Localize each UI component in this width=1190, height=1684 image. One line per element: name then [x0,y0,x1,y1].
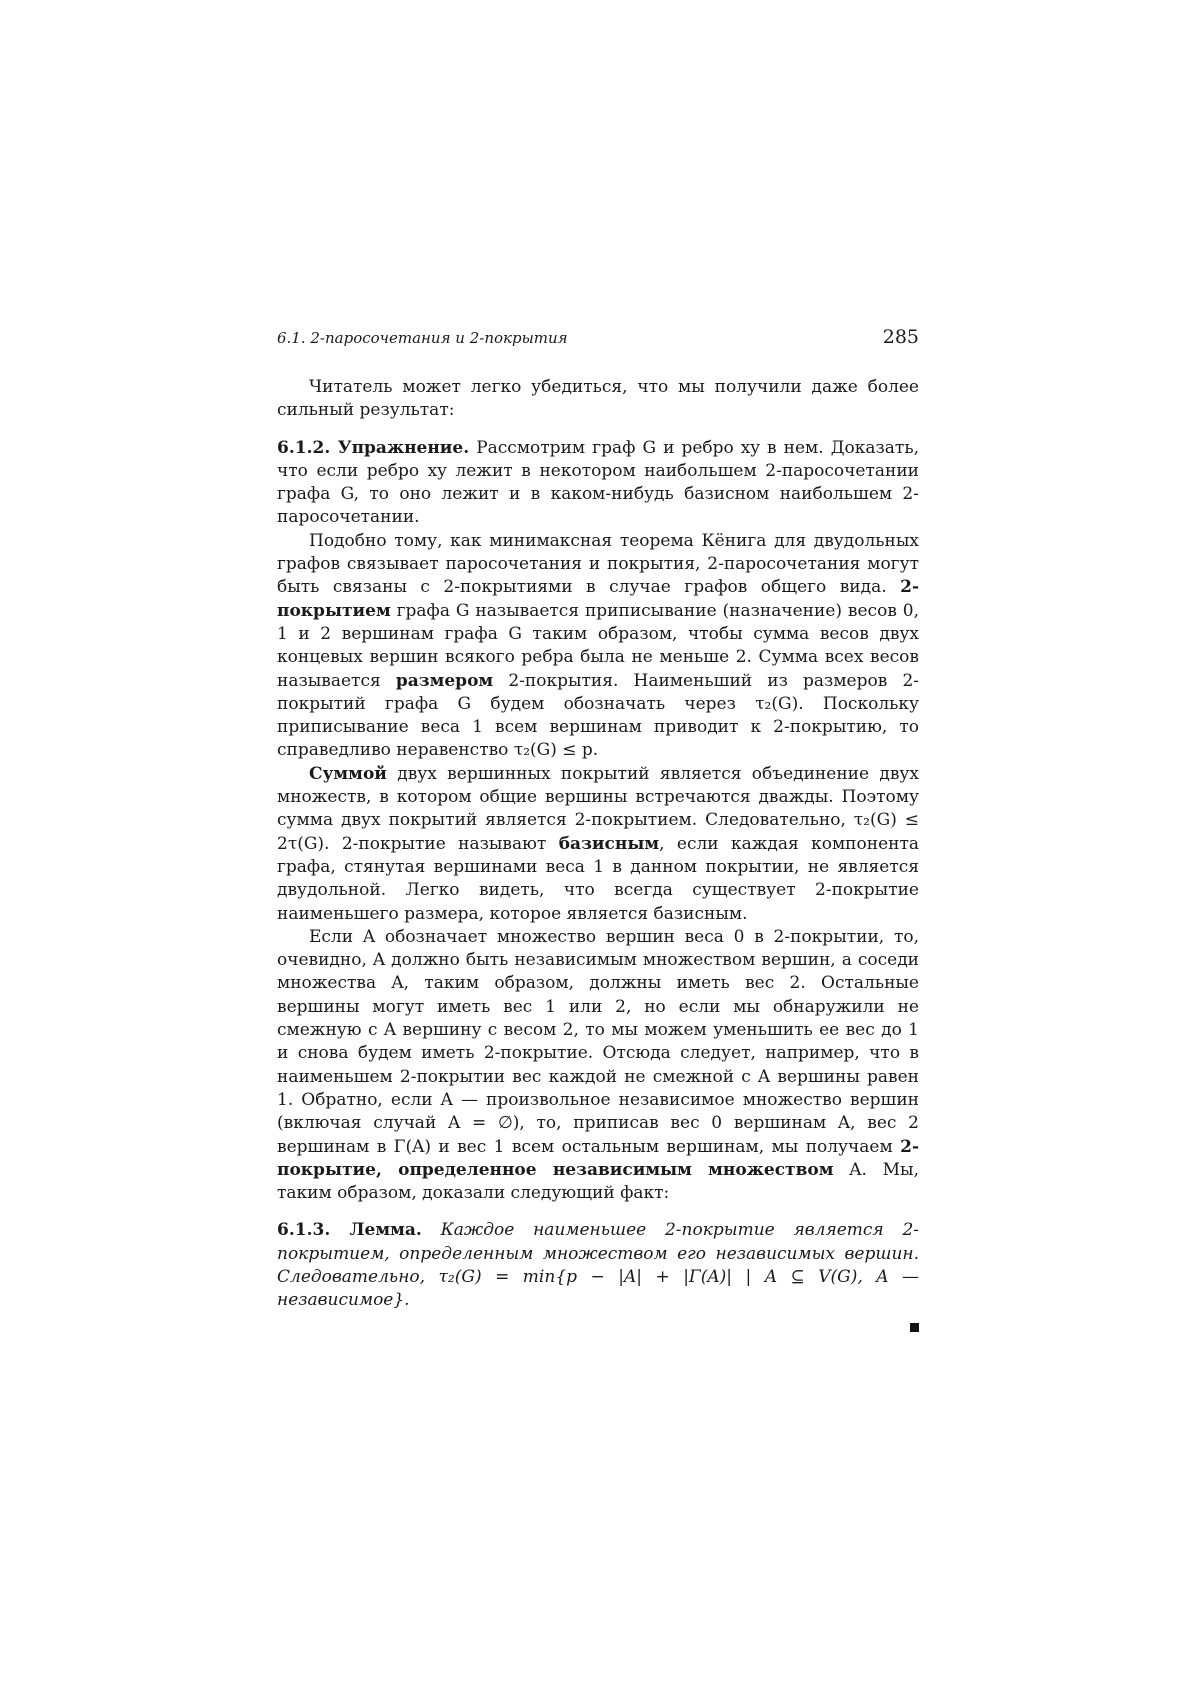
paragraph-independent-set [277,926,919,1206]
paragraph-text: Если A обозначает множество вершин веса 0 в 2-покрытии, то, очевидно, A должно быть независимым множеством вершин, а соседи множества A, таким образом, должны иметь вес 2. Остальные вершины могут иметь вес 1 или 2, но если мы обнаружили не смежную с A вершину с весом 2, то мы можем уменьшить ее вес до 1 и снова будем иметь 2-покрытие. Отсюда следует, например, что в наименьшем 2-покрытии вес каждой не смежной с A вершины равен 1. Обратно, если A — произвольное независимое множество вершин (включая случай A = ∅), то, приписав вес 0 вершинам A, вес 2 вершинам в Γ(A) и вес 1 всем остальным вершинам, мы получаем [277,926,919,1157]
term-2-cover-by-independent-set: 2-покрытие, определенное независимым множеством [277,1136,919,1180]
lemma-label: 6.1.3. Лемма. [277,1220,422,1241]
qed-mark-row [277,1316,919,1339]
paragraph-intro: Читатель может легко убедиться, что мы получили даже более сильный результат: [277,377,919,421]
paragraph-2-cover-definition [277,530,919,763]
lemma-6-1-3 [277,1219,919,1312]
paragraph-sum-of-covers [277,763,919,926]
term-size: размером [395,670,494,691]
qed-square-icon [910,1323,919,1332]
paragraph-text: графа G называется приписывание (назначение) весов 0, 1 и 2 вершинам графа G таким образом, чтобы сумма весов двух концевых вершин всякого ребра была не меньше 2. Сумма всех весов называется [277,600,920,691]
page-header [277,326,919,354]
exercise-label: 6.1.2. Упражнение. [277,437,470,458]
paragraph-text: , если каждая компонента графа, стянутая вершинами веса 1 в данном покрытии, не является двудольной. Легко видеть, что всегда существует 2-покрытие наименьшего размера, которое является базисным. [277,833,919,924]
exercise-text: Рассмотрим граф G и ребро xy в нем. Доказать, что если ребро xy лежит в некотором наибольшем 2-паросочетании графа G, то оно лежит и в каком-нибудь базисном наибольшем 2-паросочетании. [277,437,919,528]
term-basic: базисным [558,833,660,854]
exercise-6-1-2 [277,437,919,530]
paragraph-text: 2-покрытия. Наименьший из размеров 2-покрытий графа G будем обозначать через τ₂(G). Поскольку приписывание веса 1 всем вершинам приводит к 2-покрытию, то справедливо неравенство τ₂(G) ≤ p. [277,670,919,761]
page-number: 285 [882,326,919,348]
term-sum: Суммой [309,763,387,784]
paragraph-text: A. Мы, таким образом, доказали следующий факт: [277,1159,919,1204]
lemma-text: Каждое наименьшее 2-покрытие является 2-покрытием, определенным множеством его независимых вершин. Следовательно, τ₂(G) = min{p − |A| + |Γ(A)| | A ⊆ V(G), A — независимое}. [277,1220,920,1311]
term-2-cover: 2-покрытием [277,577,920,621]
running-head: 6.1. 2-паросочетания и 2-покрытия [277,329,568,347]
paragraph-text: двух вершинных покрытий является объединение двух множеств, в котором общие вершины встречаются дважды. Поэтому сумма двух покрытий является 2-покрытием. Следовательно, τ₂(G) ≤ 2τ(G). 2-покрытие называют [277,763,919,854]
page-body [277,376,919,1339]
paragraph-text: Подобно тому, как минимаксная теорема Кёнига для двудольных графов связывает паросочетания и покрытия, 2-паросочетания могут быть связаны с 2-покрытиями в случае графов общего вида. [277,530,919,598]
